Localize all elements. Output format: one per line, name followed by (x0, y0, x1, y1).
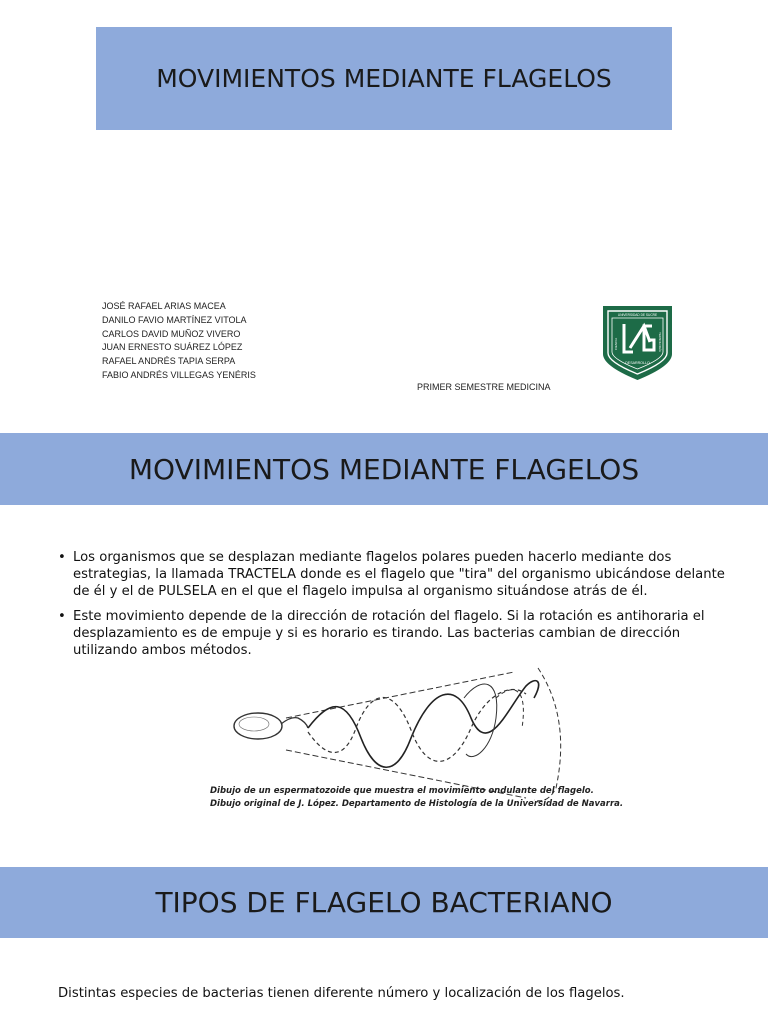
author-name: FABIO ANDRÉS VILLEGAS YENÉRIS (102, 369, 256, 380)
logo-text-top: UNIVERSIDAD DE SUCRE (617, 313, 658, 317)
bullet-dot-icon: • (58, 609, 66, 624)
slide3-title: TIPOS DE FLAGELO BACTERIANO (155, 886, 613, 919)
bullet-item (58, 549, 728, 600)
figure-caption-line2: Dibujo original de J. López. Departamento de Histología de la Universidad de Navarra. (210, 799, 624, 809)
author-name: JOSÉ RAFAEL ARIAS MACEA (102, 301, 226, 311)
author-name: JUAN ERNESTO SUÁREZ LÓPEZ (102, 342, 243, 353)
slide3-title-banner (0, 867, 768, 938)
author-name: CARLOS DAVID MUÑOZ VIVERO (102, 328, 241, 339)
bullet-item (58, 608, 728, 659)
slide3-intro-text: Distintas especies de bacterias tienen diferente número y localización de los flagelos. (58, 986, 625, 1001)
bullet-text: Los organismos que se desplazan mediante flagelos polares pueden hacerlo mediante dos estrategias, la llamada TRACTELA donde es el flagelo que "tira" del organismo ubicándose delante de él y el de PULSELA en el que el flagelo impulsa al organismo situándose atrás de él. (73, 550, 725, 599)
logo-text-right: TECNOLOGÍA (658, 332, 662, 352)
logo-text-bottom: DESARROLLO (625, 361, 650, 365)
figure-caption-line1: Dibujo de un espermatozoide que muestra el movimiento ondulante del flagelo. (210, 786, 594, 796)
slide2-title: MOVIMIENTOS MEDIANTE FLAGELOS (128, 452, 640, 486)
slide2-title-banner (0, 433, 768, 505)
bullet-list (58, 549, 728, 667)
logo-text-left: CIENCIA (614, 337, 618, 351)
slide1-title: MOVIMIENTOS MEDIANTE FLAGELOS (156, 64, 612, 93)
bullet-text: Este movimiento depende de la dirección de rotación del flagelo. Si la rotación es antihoraria el desplazamiento es de empuje y si es horario es tirando. Las bacterias cambian de dirección utilizando ambos métodos. (73, 609, 705, 658)
author-name: RAFAEL ANDRÉS TAPIA SERPA (102, 356, 236, 367)
slide1-title-banner (96, 27, 672, 130)
bullet-dot-icon: • (58, 550, 66, 565)
author-name: DANILO FAVIO MARTÍNEZ VITOLA (102, 314, 247, 325)
university-shield-logo (600, 304, 675, 382)
semester-label: PRIMER SEMESTRE MEDICINA (417, 382, 551, 392)
authors-list (102, 300, 256, 383)
